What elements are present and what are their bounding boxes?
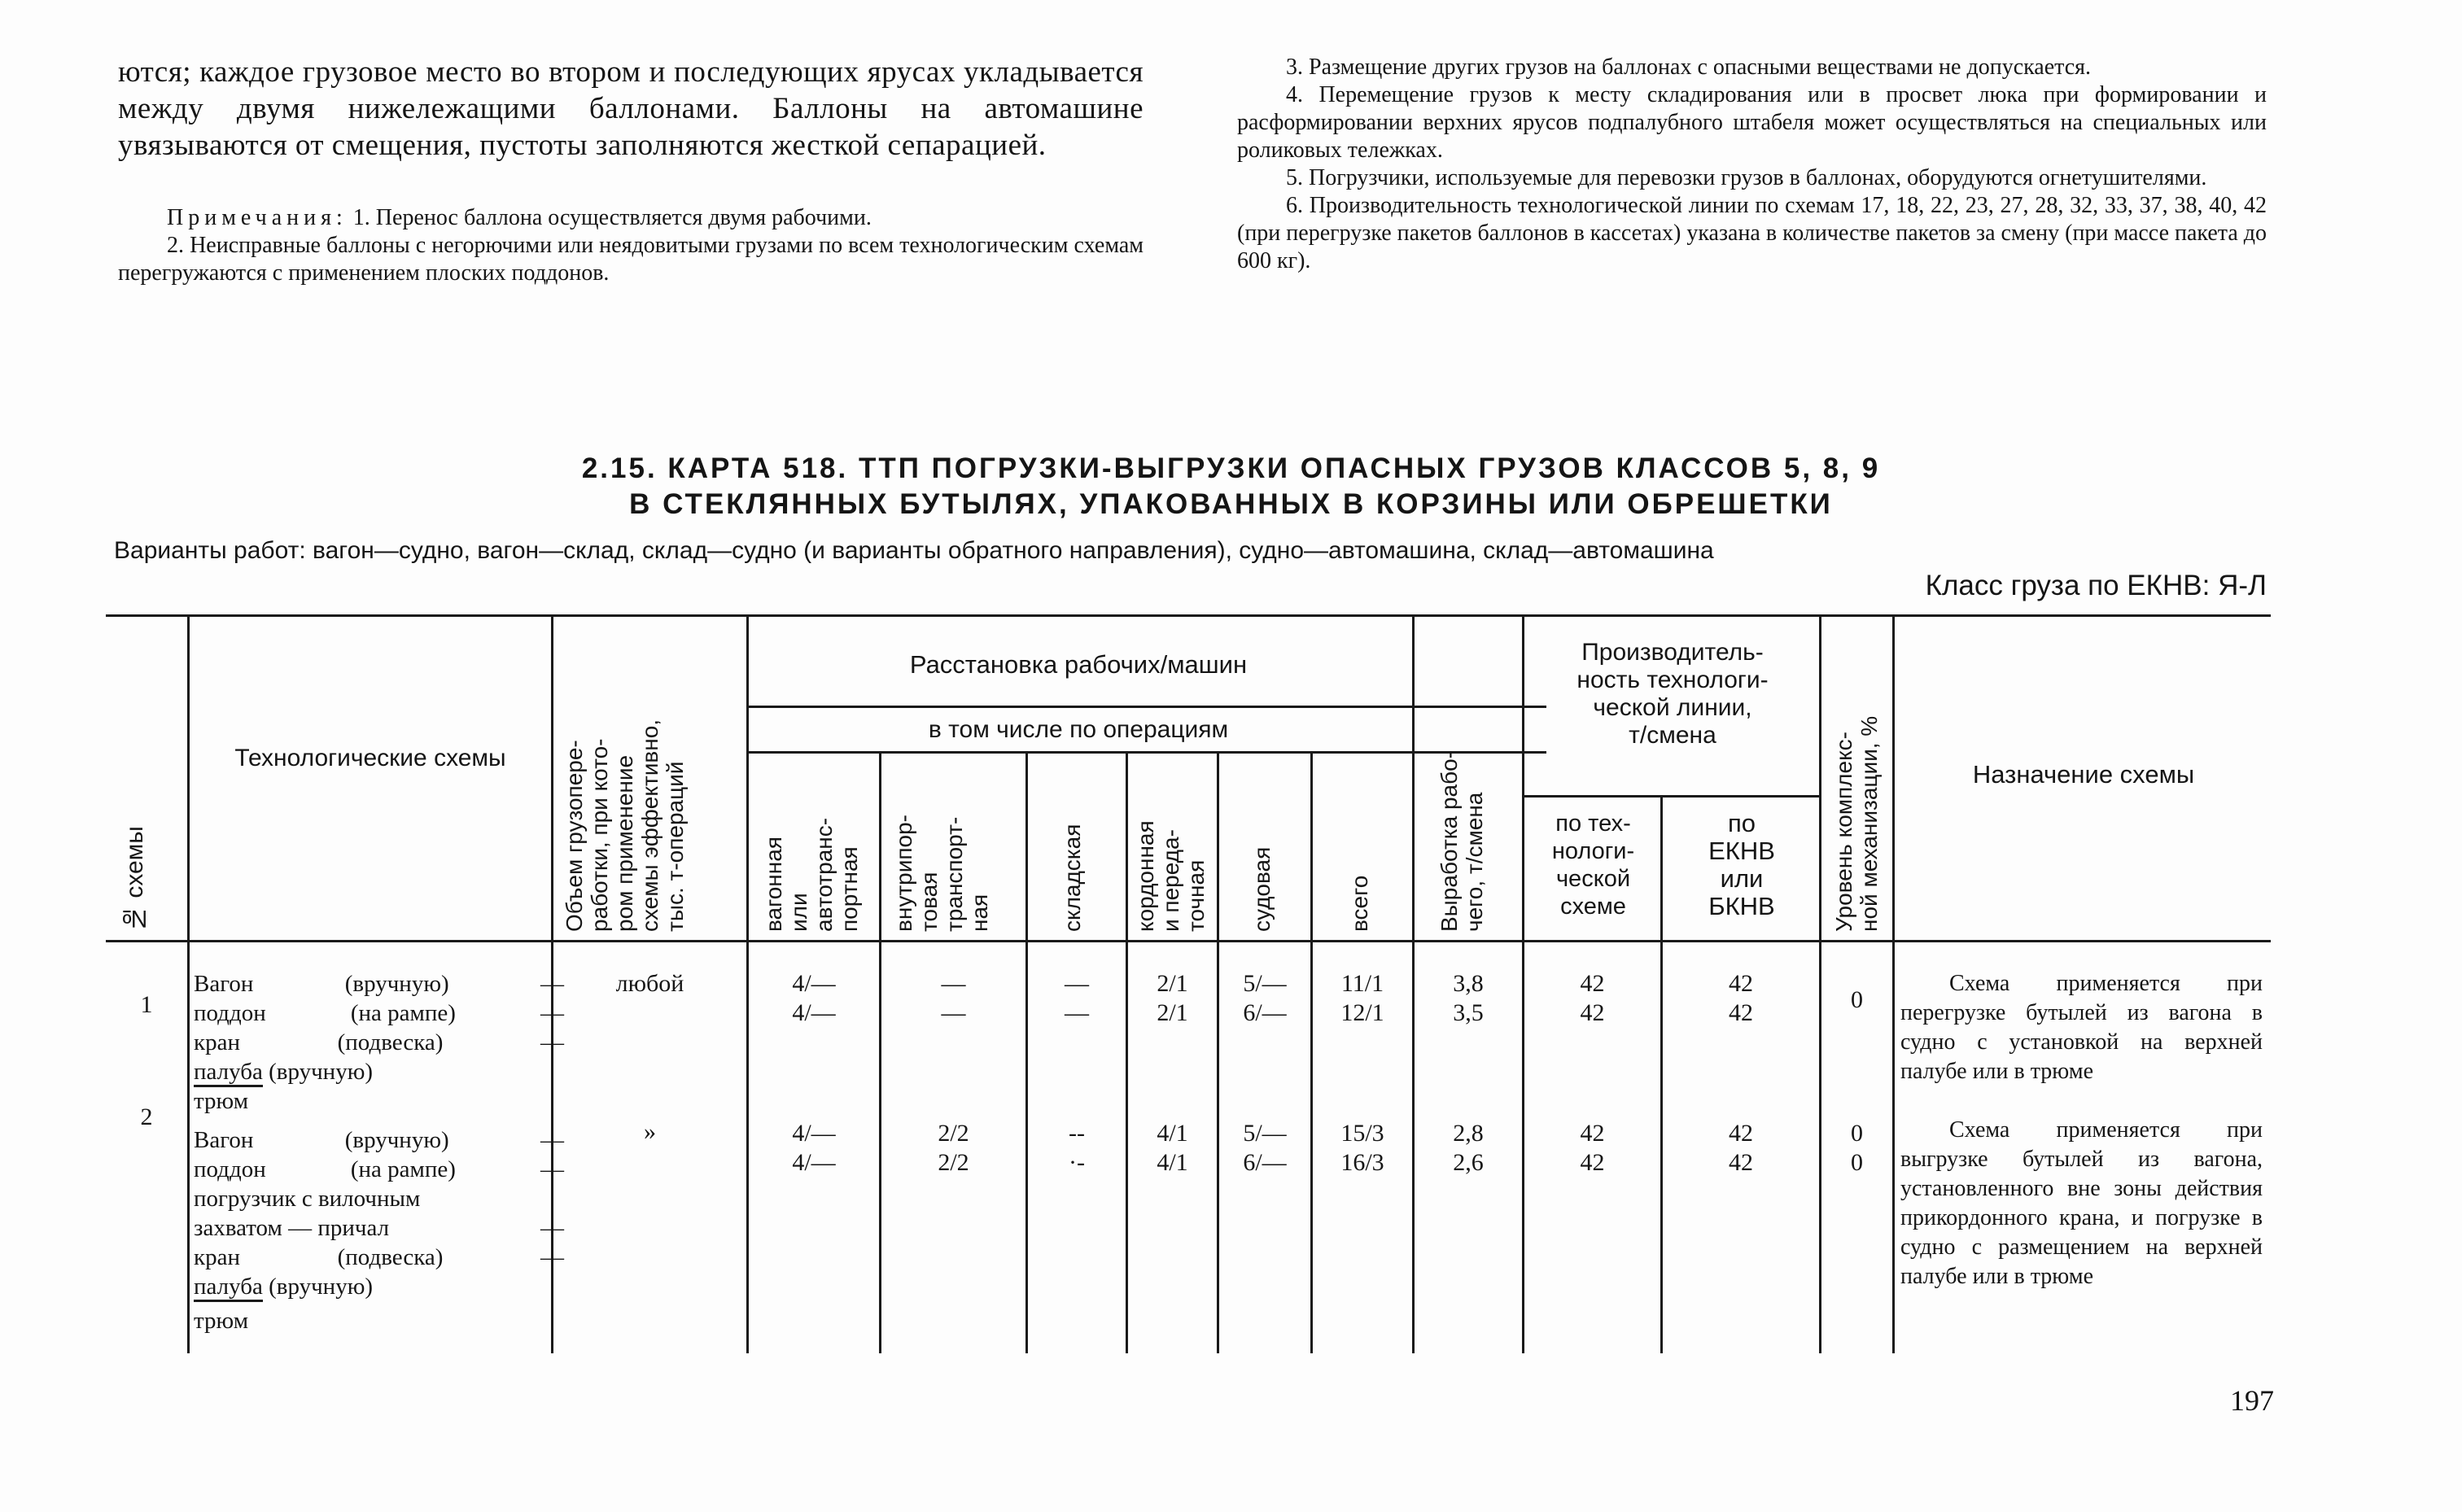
cargo-class: Класс груза по ЕКНВ: Я-Л [1925,570,2267,601]
note-1-text: 1. Перенос баллона осуществляется двумя рабочими. [352,205,872,230]
section-title-line-2: В СТЕКЛЯННЫХ БУТЫЛЯХ, УПАКОВАННЫХ В КОРЗИНЫ ИЛИ ОБРЕШЕТКИ [629,488,1833,520]
col-rule [1310,751,1313,1353]
row-number: 2 [140,1103,153,1130]
ops-total: 15/3 16/3 [1340,1120,1384,1176]
ops-ship: 5/— 6/— [1243,1120,1287,1176]
header-scheme-number: № схемы [121,826,148,932]
header-op-total: всего [1347,875,1372,932]
scheme-text: Вагон (вручную) — поддон (на рампе) — кран (подвеска) — палуба (вручную) трюм [194,971,564,1114]
header-prod-scheme: по тех- нологи- ческой схеме [1551,811,1635,920]
scheme-purpose: Схема применяется при перегрузке бутылей из вагона в судно с установкой на верхней палубе или в трюме [1900,971,2263,1084]
note-2: 2. Неисправные баллоны с негорючими или неядовитыми грузами по всем технологическим схемам перегружаются с применением плоских поддонов. [118,233,1144,286]
header-op-quay: кордонная и переда- точная [1133,820,1209,932]
prod-ekhv-value: 42 42 [1729,1120,1753,1176]
scheme-text: Вагон (вручную) — поддон (на рампе) — погрузчик с вилочным захватом — причал — кран (подвеска) — палуба (вручную) трюм [194,1127,564,1334]
work-variants: Варианты работ: вагон—судно, вагон—склад, склад—судно (и варианты обратного направления), судно—автомашина, склад—автомашина [114,537,1714,564]
ops-internal: — — [941,970,966,1026]
ops-warehouse: -- ·- [1069,1120,1085,1176]
note-3: 3. Размещение других грузов на баллонах с опасными веществами не допускается. [1286,55,2092,80]
col-rule [187,614,190,1353]
section-title-line-1: 2.15. КАРТА 518. ТТП ПОГРУЗКИ-ВЫГРУЗКИ ОПАСНЫХ ГРУЗОВ КЛАССОВ 5, 8, 9 [581,452,1881,484]
header-bottom-rule [106,940,2271,942]
col-rule [1126,751,1128,1353]
note-5: 5. Погрузчики, используемые для перевозки грузов в баллонах, оборудуются огнетушителями. [1286,165,2207,190]
ops-quay: 4/1 4/1 [1157,1120,1188,1176]
note-4: 4. Перемещение грузов к месту складирования или в просвет люка при формировании и расформировании верхних ярусов подпалубного штабеля может осуществляться на специальных или роликовых тележках. [1237,82,2267,163]
output-value: 3,8 3,5 [1453,970,1484,1026]
header-volume: Объем грузопере- работки, при кото- ром применение схемы эффективно, тыс. т-операций [562,719,688,932]
col-rule [1660,795,1663,1353]
header-placement: Расстановка рабочих/машин [909,650,1248,679]
header-prod-ekhv: по ЕКНВ или БКНВ [1708,809,1775,920]
header-op-ship: судовая [1249,846,1275,932]
header-by-operations: в том числе по операциям [928,716,1229,743]
header-schemes: Технологические схемы [234,745,506,771]
placement-sub-rule [749,706,1546,708]
col-rule [1217,751,1219,1353]
ops-quay: 2/1 2/1 [1157,970,1188,1026]
technology-table [106,614,2271,1363]
header-mechanization: Уровень комплекс- ной механизации, % [1831,715,1882,932]
header-purpose: Назначение схемы [1972,760,2195,789]
lead-paragraph: ются; каждое грузовое место во втором и последующих ярусах укладывается между двумя нижележащими баллонами. Баллоны на автомашине увязываются от смещения, пустоты заполняются жесткой сепарацией. [118,55,1144,162]
table-top-rule [106,614,2271,617]
header-op-internal: внутрипор- товая транспорт- ная [891,814,992,932]
volume-value: любой [615,970,684,997]
productivity-sub-rule [1524,795,1821,798]
ops-internal: 2/2 2/2 [938,1120,969,1176]
prod-ekhv-value: 42 42 [1729,970,1753,1026]
col-rule [746,614,749,1353]
row-number: 1 [140,991,153,1018]
col-rule [1025,751,1028,1353]
col-rule [1819,614,1821,1353]
note-1 [118,204,1144,232]
output-value: 2,8 2,6 [1453,1120,1484,1176]
page-number: 197 [2230,1384,2274,1417]
scheme-purpose: Схема применяется при выгрузке бутылей из вагона, установленного вне зоны действия прикордонного крана, и погрузке в судно с размещением на верхней палубе или в трюме [1900,1117,2263,1289]
ops-warehouse: — — [1065,970,1089,1026]
mechanization-value: 0 [1851,986,1863,1013]
col-rule [879,751,881,1353]
volume-value: » [644,1118,656,1145]
mechanization-value: 0 0 [1851,1120,1863,1176]
note-6: 6. Производительность технологической линии по схемам 17, 18, 22, 23, 27, 28, 32, 33, 37, 38, 40, 42 (при перегрузке пакетов баллонов в кассетах) указана в количестве пакетов за смену (при массе пакета до 600 кг). [1237,193,2267,273]
header-productivity: Производитель- ность технологи- ческой линии, т/смена [1576,639,1769,749]
col-rule [1892,614,1895,1353]
ops-total: 11/1 12/1 [1340,970,1384,1026]
ops-ship: 5/— 6/— [1243,970,1287,1026]
prod-scheme-value: 42 42 [1580,1120,1605,1176]
notes-heading: Примечания: [167,205,348,230]
header-op-wagon: вагонная или автотранс- портная [761,817,862,932]
header-output: Выработка рабо- чего, т/смена [1437,750,1487,932]
ops-wagon: 4/— 4/— [792,970,836,1026]
ops-sub-rule [749,751,1546,754]
left-column [118,54,1144,287]
right-column [1237,54,2267,275]
prod-scheme-value: 42 42 [1580,970,1605,1026]
ops-wagon: 4/— 4/— [792,1120,836,1176]
header-op-warehouse: складская [1060,824,1085,932]
